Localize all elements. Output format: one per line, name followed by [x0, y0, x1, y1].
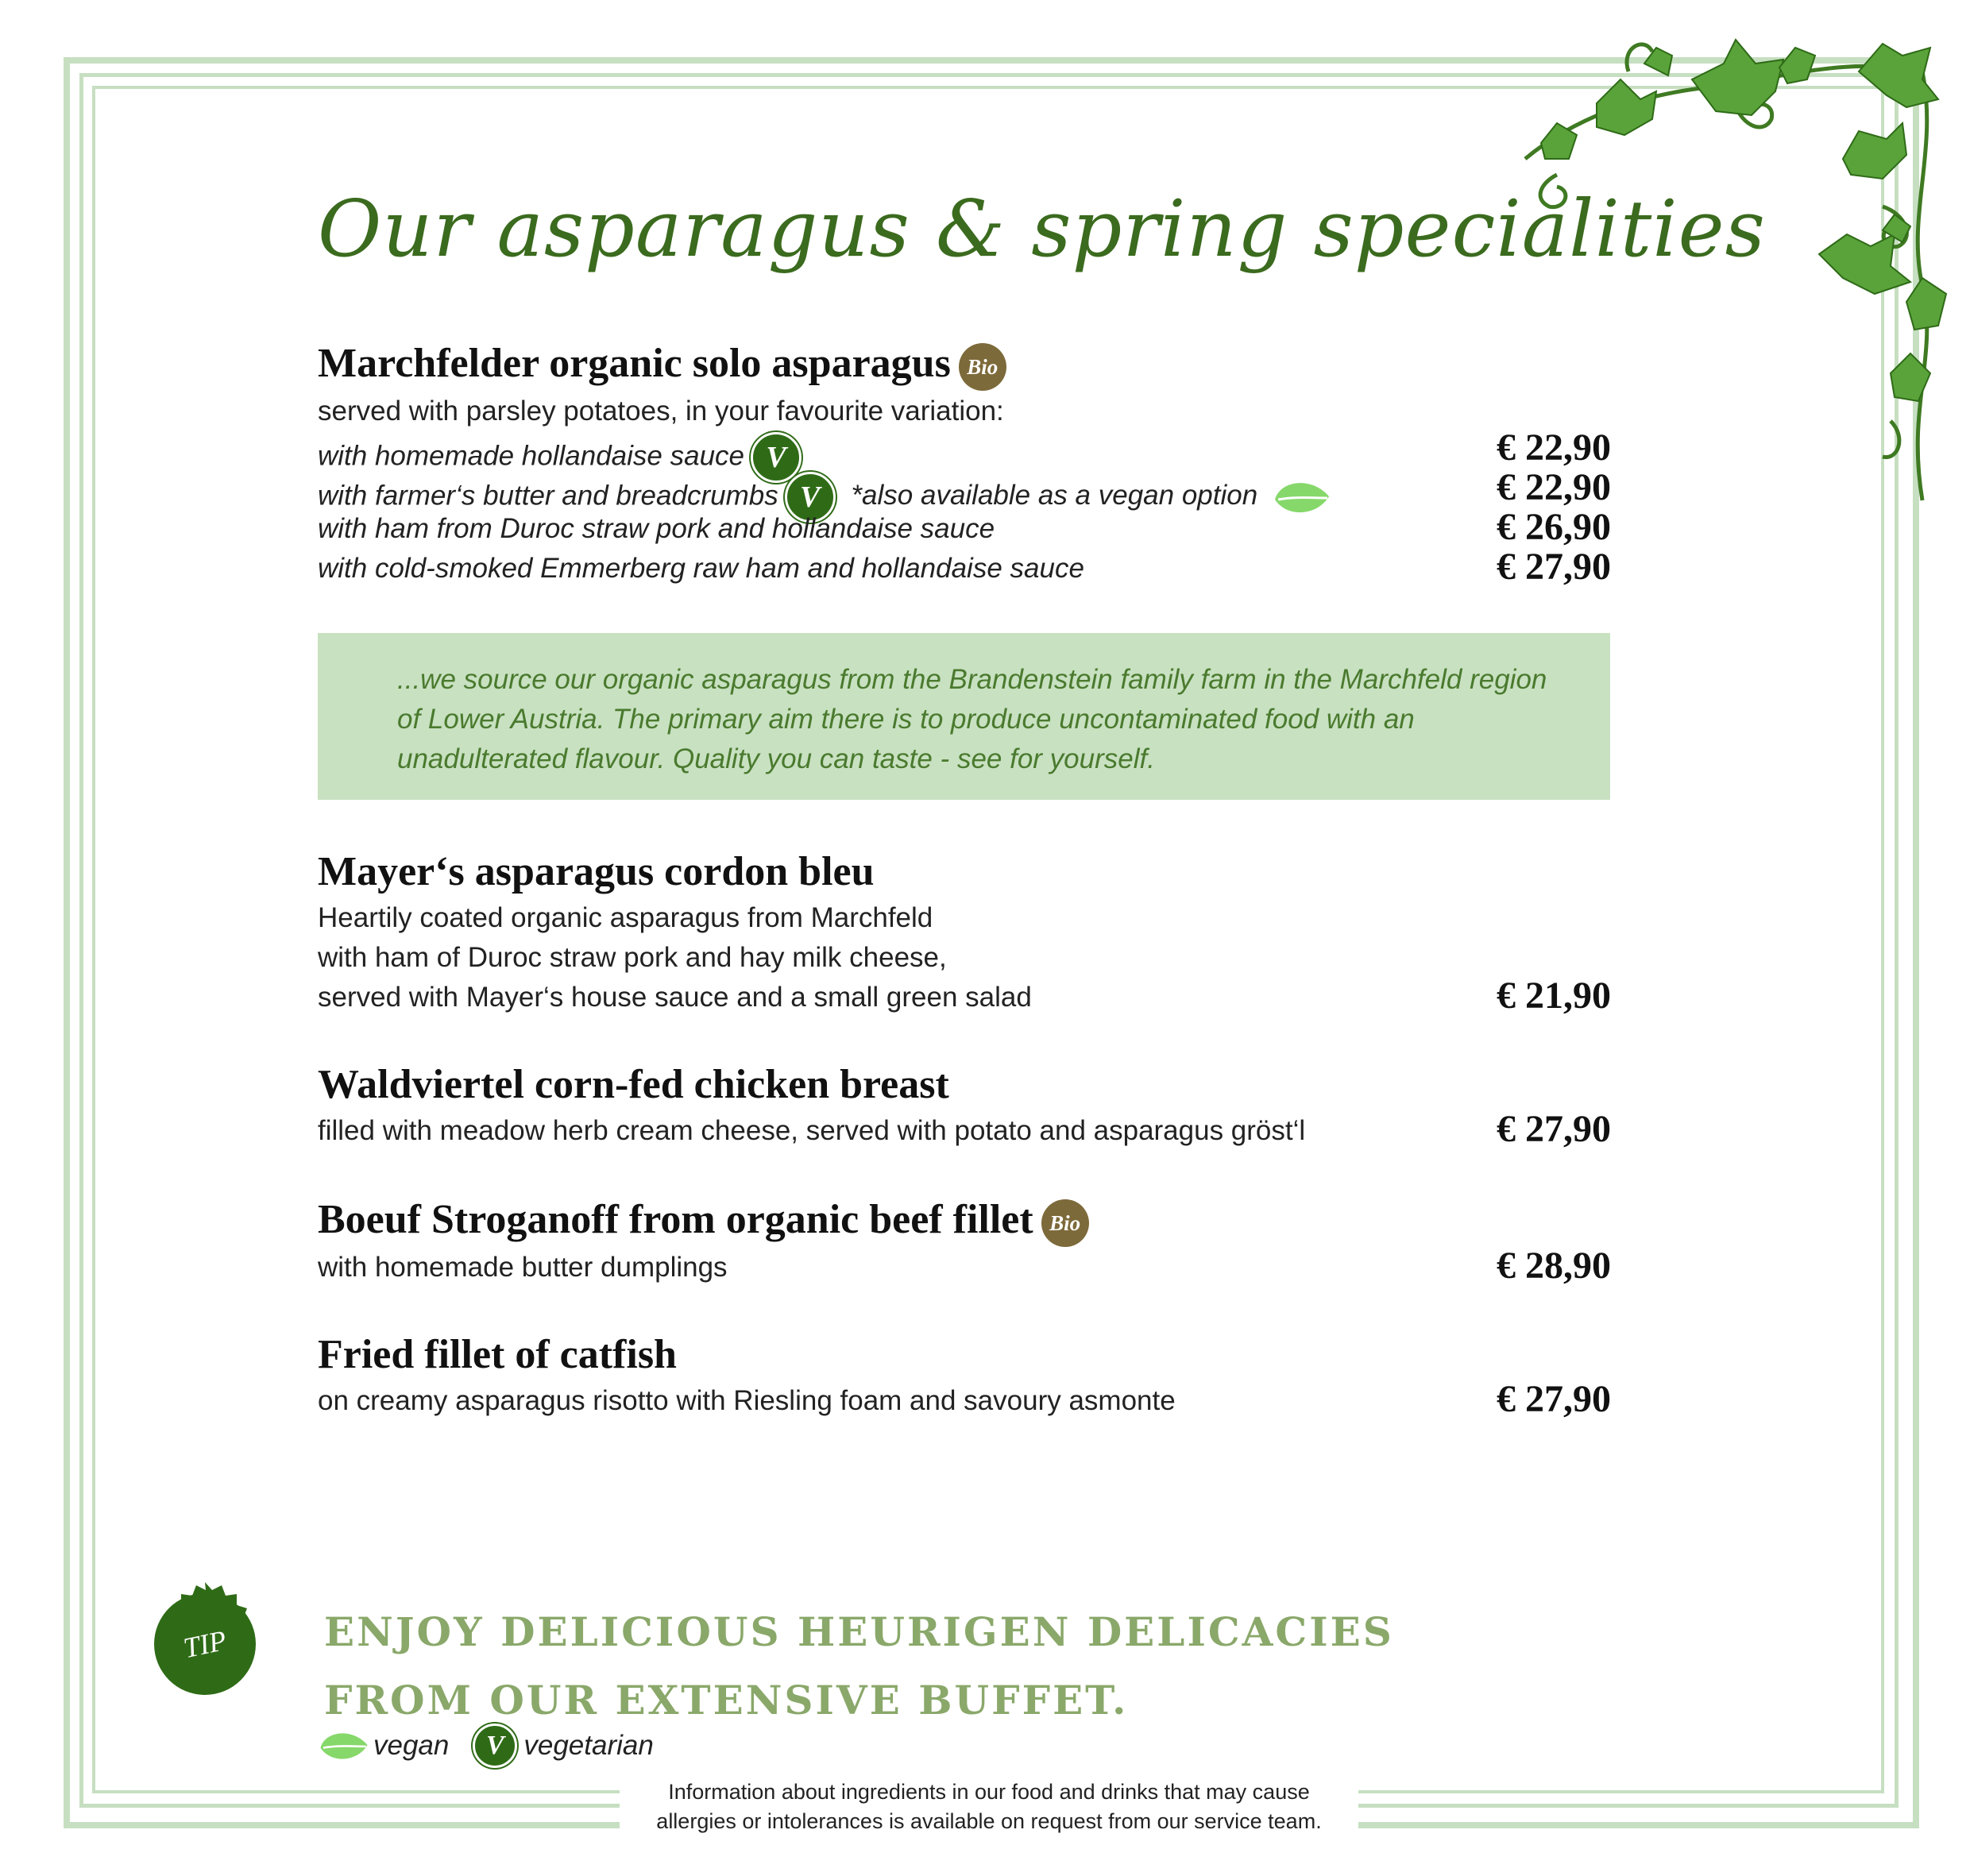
info-box	[318, 633, 1610, 800]
info-text: ...we source our organic asparagus from the Brandenstein family farm in the Marchfeld region of Lower Austria. The primary aim there is to produce uncontaminated food with an unadulterated flavour. Quality you can taste - see for yourself.	[397, 664, 1547, 774]
page-title: Our asparagus & spring specialities	[318, 184, 1766, 275]
variation-price: € 22,90	[1497, 427, 1611, 469]
dish-name: Boeuf Stroganoff from organic beef fillet	[318, 1197, 1033, 1242]
variation-text: with farmer‘s butter and breadcrumbs	[318, 480, 778, 511]
tip-line-2: FROM OUR EXTENSIVE BUFFET.	[324, 1677, 1129, 1724]
variation-row: with ham from Duroc straw pork and hollandaise sauce	[318, 513, 995, 544]
dish-price: € 28,90	[1497, 1245, 1611, 1287]
vegetarian-badge-icon: V	[473, 1724, 517, 1768]
vegetarian-badge-icon: V	[751, 432, 802, 483]
allergen-footer	[620, 1778, 1358, 1836]
variation-price: € 26,90	[1497, 506, 1611, 548]
dish-name: Marchfelder organic solo asparagus	[318, 341, 951, 386]
vegan-option-note: *also available as a vegan option	[851, 480, 1258, 511]
dish-description-line: served with Mayer‘s house sauce and a small green salad	[318, 982, 1032, 1013]
dish-description-line: with ham of Duroc straw pork and hay milk cheese,	[318, 942, 947, 973]
tip-seal-icon	[141, 1581, 268, 1708]
dish-intro: served with parsley potatoes, in your favourite variation:	[318, 396, 1004, 427]
dish-description-line: on creamy asparagus risotto with Riesling foam and savoury asmonte	[318, 1385, 1176, 1416]
footer-line-2: allergies or intolerances is available on request from our service team.	[656, 1809, 1322, 1833]
dish-price: € 21,90	[1497, 975, 1611, 1017]
dish-description-line: Heartily coated organic asparagus from Marchfeld	[318, 902, 933, 933]
dish-title-solo-asparagus	[318, 340, 1006, 391]
dish-title-catfish: Fried fillet of catfish	[318, 1332, 677, 1377]
dish-price: € 27,90	[1497, 1108, 1611, 1150]
tip-label: TIP	[180, 1623, 230, 1665]
tip-line-1: ENJOY DELICIOUS HEURIGEN DELICACIES	[324, 1608, 1394, 1655]
dish-title-stroganoff	[318, 1196, 1089, 1247]
dish-price: € 27,90	[1497, 1378, 1611, 1420]
dish-description-line: filled with meadow herb cream cheese, served with potato and asparagus gröst‘l	[318, 1115, 1306, 1146]
bio-badge-icon: Bio	[1041, 1199, 1089, 1247]
dish-title-cordon-bleu: Mayer‘s asparagus cordon bleu	[318, 849, 875, 894]
bio-badge-icon: Bio	[959, 343, 1006, 391]
legend-vegan: vegan	[373, 1730, 450, 1761]
vegan-leaf-icon	[1272, 476, 1332, 519]
tip-headline	[324, 1598, 1394, 1735]
variation-price: € 27,90	[1497, 546, 1611, 588]
vegan-leaf-icon	[318, 1726, 370, 1766]
dish-title-chicken-breast: Waldviertel corn-fed chicken breast	[318, 1062, 949, 1107]
dish-description-line: with homemade butter dumplings	[318, 1252, 728, 1283]
vegetarian-badge-icon: V	[785, 472, 836, 523]
footer-line-1: Information about ingredients in our food and drinks that may cause	[668, 1780, 1310, 1804]
variation-text: with homemade hollandaise sauce	[318, 440, 744, 472]
legend	[318, 1724, 670, 1768]
variation-price: € 22,90	[1497, 466, 1611, 508]
legend-vegetarian: vegetarian	[523, 1730, 654, 1761]
variation-row: with cold-smoked Emmerberg raw ham and hollandaise sauce	[318, 553, 1084, 584]
